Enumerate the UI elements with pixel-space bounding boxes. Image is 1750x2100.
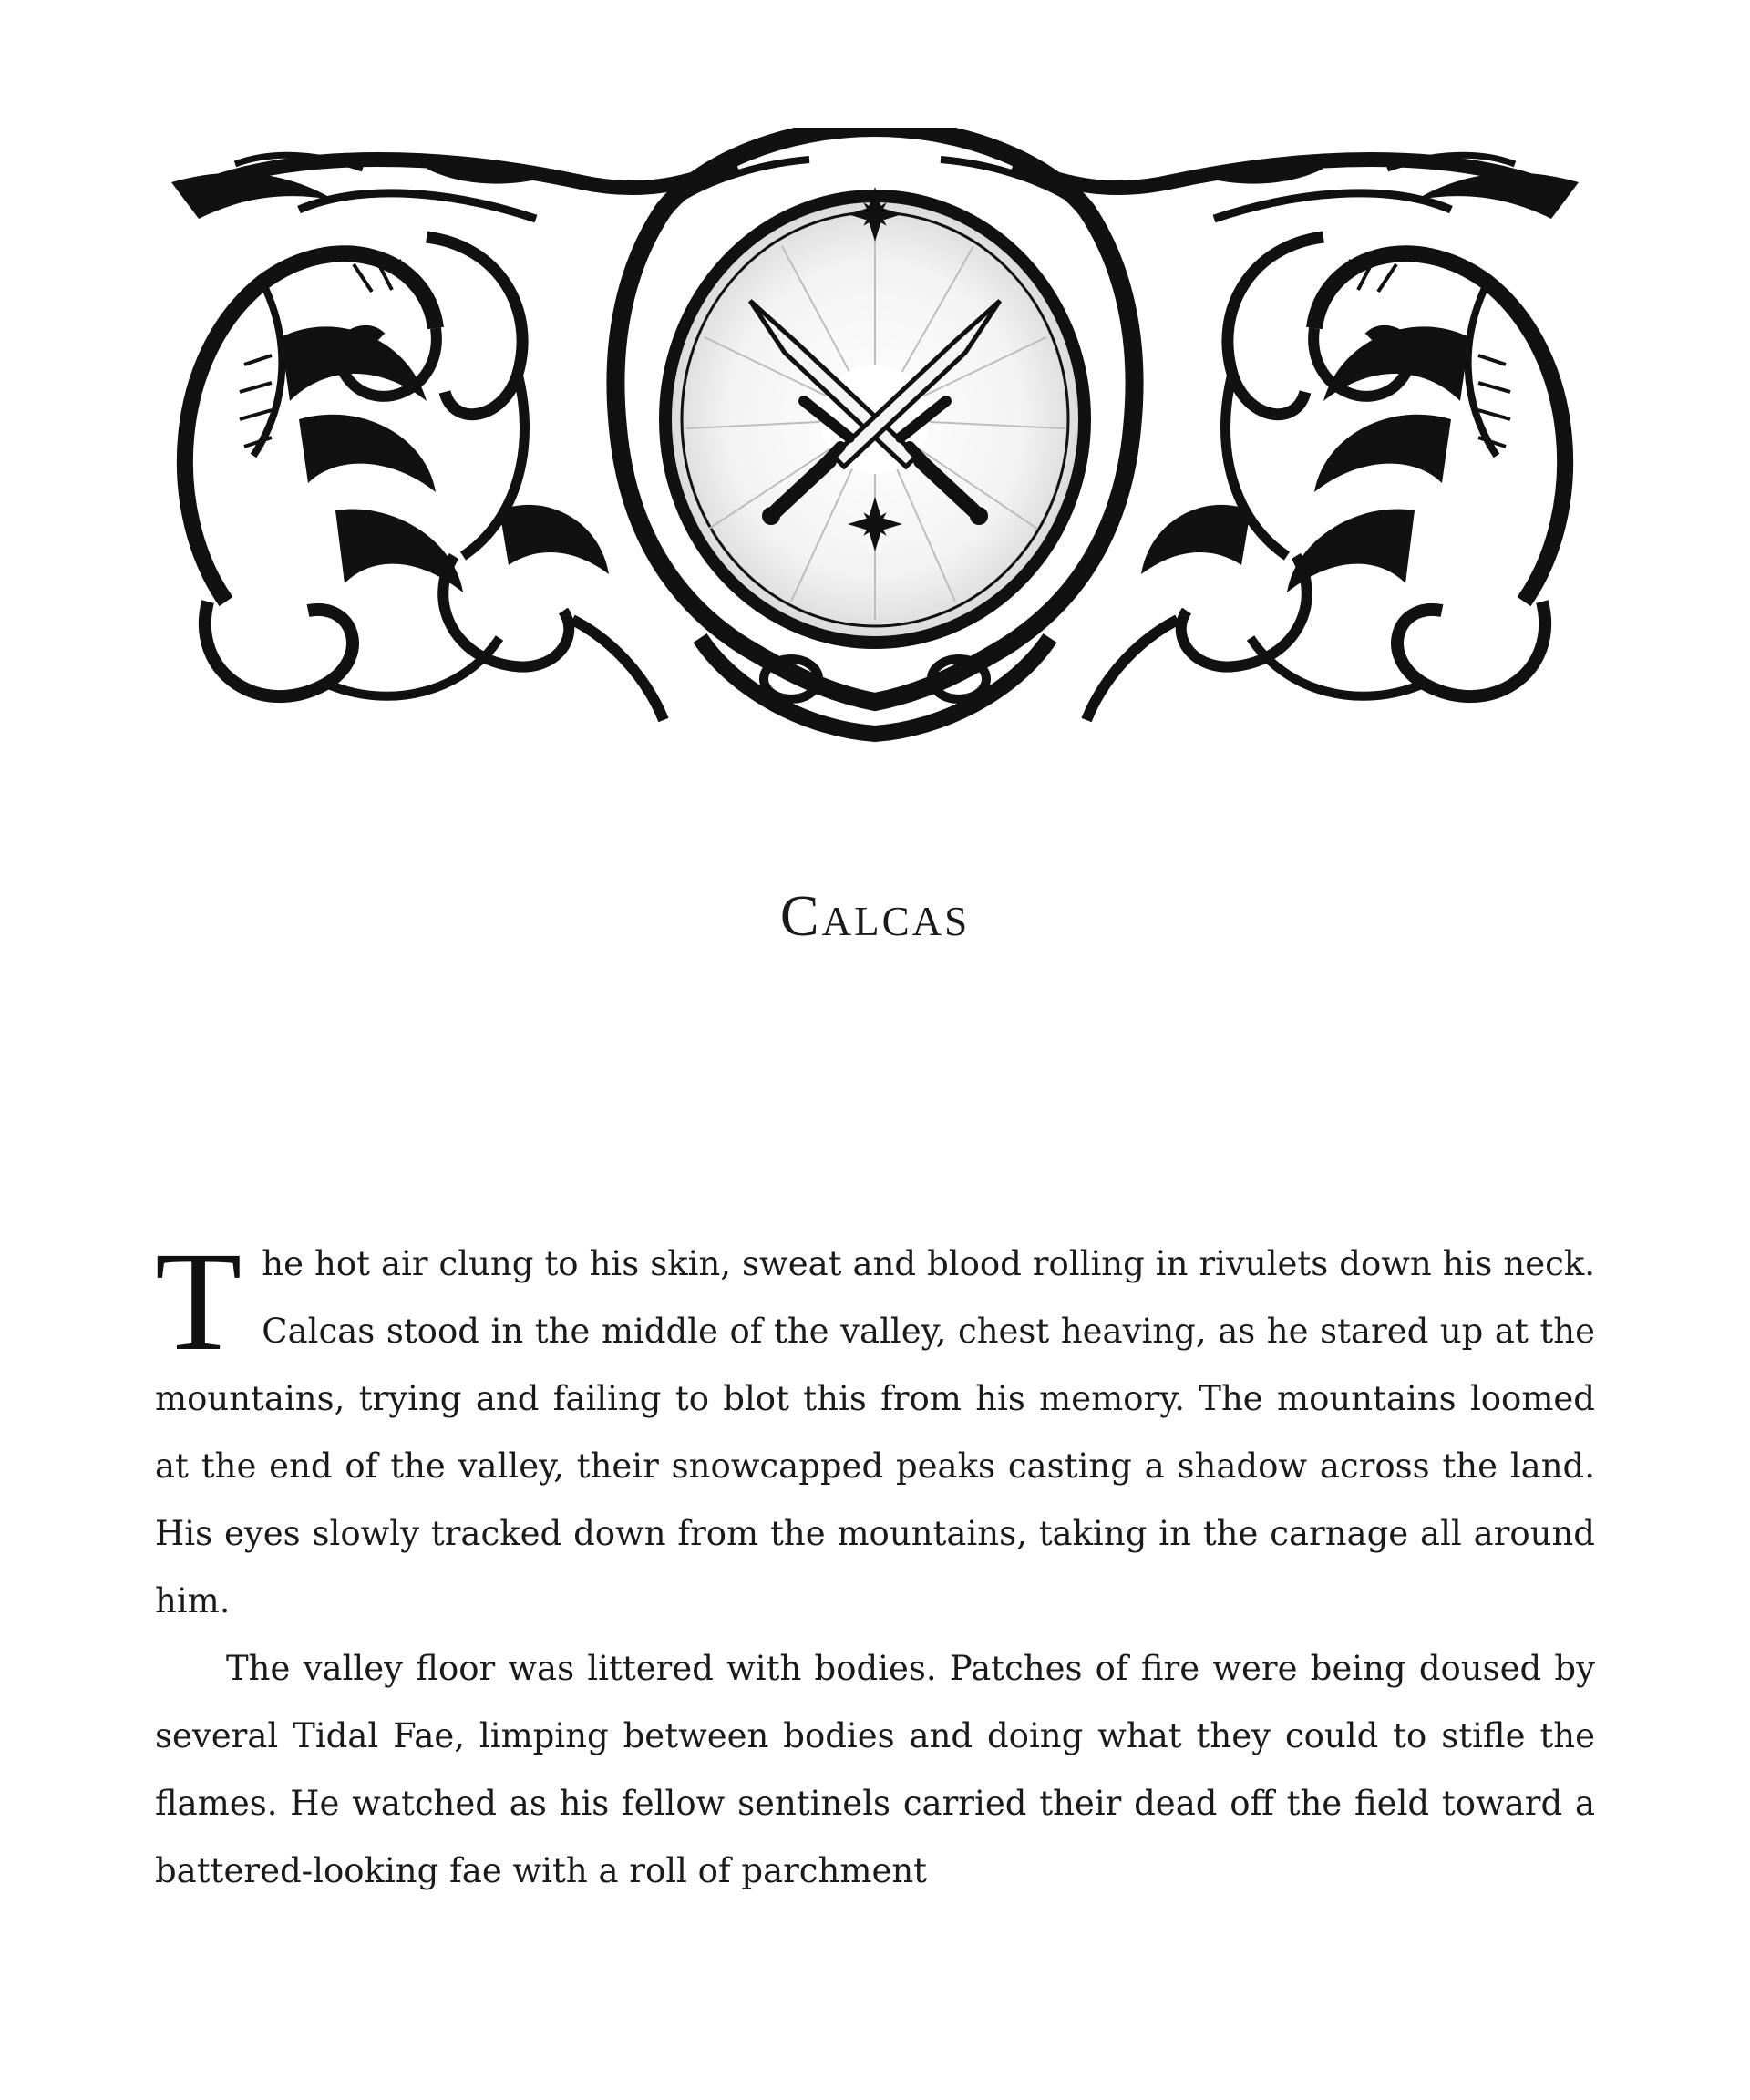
paragraph-1-text: he hot air clung to his skin, sweat and blood rolling in rivulets down his neck. Calcas stood in the middle of the valley, chest heaving, as he stared up at the mountains, trying and failing to blot this from his memory. The mountains loomed at the end of the valley, their snowcapped peaks casting a shadow across the land. His eyes slowly tracked down from the mountains, taking in the carnage all around him.: [155, 1244, 1595, 1621]
paragraph-2: The valley floor was littered with bodies. Patches of fire were being doused by several Tidal Fae, limping between bodies and doing what they could to stifle the flames. He watched as his fellow sentinels carried their dead off the field toward a battered-looking fae with a roll of parchment: [155, 1649, 1595, 1890]
paragraph-1: [155, 1222, 1595, 1635]
drop-cap-letter: T: [155, 1222, 242, 1380]
chapter-title: Calcas: [779, 883, 971, 948]
chapter-body: [155, 1222, 1595, 1905]
chapter-header-ornament: [153, 128, 1597, 747]
